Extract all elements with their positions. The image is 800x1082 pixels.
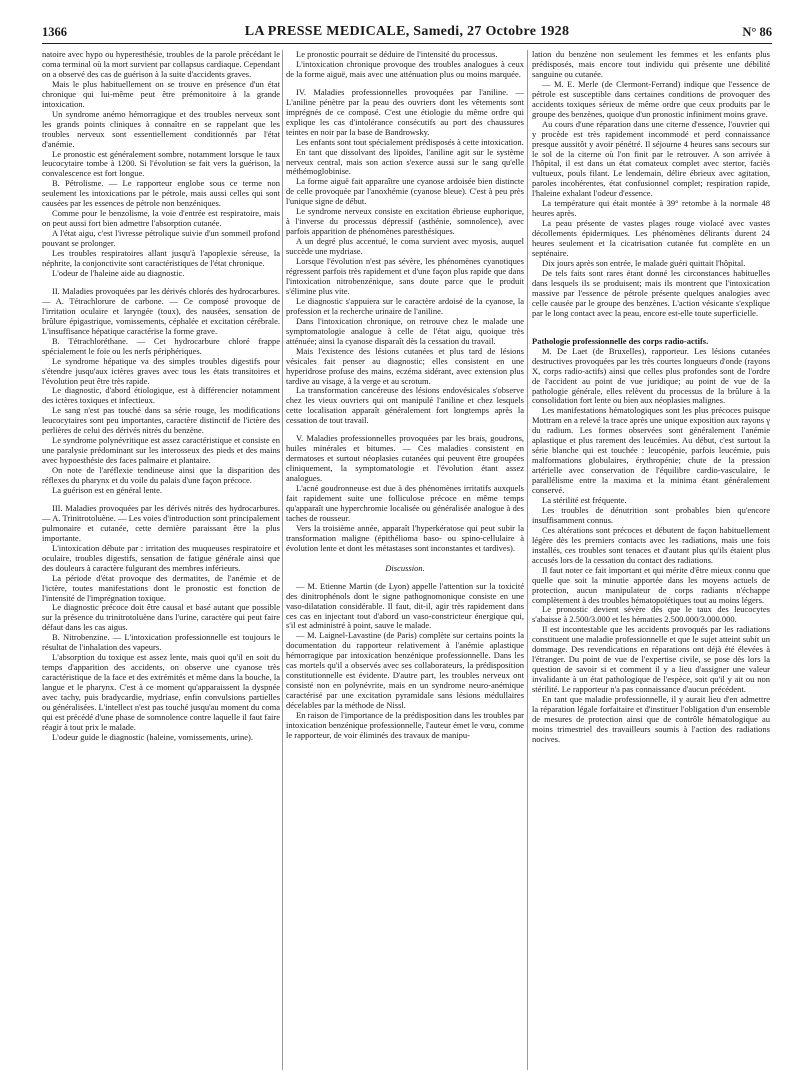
paragraph: Les enfants sont tout spécialement prédisposés à cette intoxication. (296, 136, 524, 147)
paragraph: Mais l'existence des lésions cutanées et plus tard de lésions vésicales fait penser au diagnostic; elles consistent en une hyperidrose profuse des mains, eczéma sidérant, avec extension plus tardive au visage, à la verge et au scrotum. (286, 345, 524, 386)
paragraph: Lorsque l'évolution n'est pas sévère, les phénomènes cyanotiques régressent parfois très rapidement et d'une façon plus rapide que dans l'intoxication nitrobenzénique, sans doute parce que le produit s'élimine plus vite. (286, 256, 524, 296)
paragraph: L'acné goudronneuse est due à des phénomènes irritatifs auxquels fait rapidement suite une folliculose précoce en même temps qu'apparaît une hyperchromie localisée ou généralisée analogue à des taches de rousseur. (286, 483, 524, 523)
paragraph: En tant que dissolvant des lipoïdes, l'aniline agit sur le système nerveux central, mais son action s'exerce aussi sur le sang qu'elle méthémoglobinise. (286, 146, 524, 177)
paragraph: — M. Laignel-Lavastine (de Paris) complète sur certains points la documentation du rapporteur relativement à l'anémie aplastique hémorragique par intoxication benzénique professionnelle. Dans les cas mortels qu'il a observés avec ses collaborateurs, la prédisposition constitutionnelle est évidente. D'autre part, les troubles nerveux ont consisté non en polynévrite, mais en un syndrome neuro-anémique caractérisé par une excitation pyramidale sans lésions médullaires décelables par la méthode de Nissl. (286, 630, 524, 711)
paragraph: L'odeur guide le diagnostic (haleine, vomissements, urine). (52, 731, 253, 742)
paragraph: En tant que maladie professionnelle, il y aurait lieu d'en admettre la réparation légale forfaitaire et d'instituer l'obligation d'un ensemble de mesures de protection ainsi que de contrôle hématologique au moins trimestriel des travailleurs soumis à l'action des radiations nocives. (532, 694, 770, 744)
paragraph: Les troubles respiratoires allant jusqu'à l'apoplexie séreuse, la néphrite, la conjonctivite sont caractéristiques de l'état chronique. (42, 248, 280, 269)
paragraph: Ces altérations sont précoces et débutent de façon habituellement légère dès les premiers contacts avec les radiations, mais une fois installés, ces troubles sont tenaces et d'autant plus qu'ils étaient plus accusés lors de la cessation du contact des radiations. (532, 524, 770, 565)
journal-title: LA PRESSE MEDICALE, Samedi, 27 Octobre 1928 (244, 24, 570, 39)
column-middle (286, 50, 524, 1070)
column-right (532, 50, 770, 1070)
paragraph: Mais le plus habituellement on se trouve en présence d'un état chronique qui lui-même peut être prémonitoire à la grande intoxication. (42, 78, 280, 109)
paragraph: Le diagnostic s'appuiera sur le caractère ardoisé de la cyanose, la profession et la recherche urinaire de l'aniline. (286, 295, 524, 316)
paragraph: La forme aiguë fait apparaître une cyanose ardoisée bien distincte de celle provoquée par l'anoxhémie (cyanose bleue). C'est à peu près l'unique signe de début. (286, 176, 524, 207)
paragraph: Les manifestations hématologiques sont les plus précoces puisque Mottram en a relevé la trace après une unique exposition aux rayons γ du radium. Les formes observées sont généralement l'anémie aplastique et plus rarement des leucémies. Au début, c'est surtout la série blanche qui est touchée : leucopénie, parfois leucémie, puis malformations globulaires, érythropénie; chute de la pression artérielle avec conservation de l'équilibre cardio-vasculaire, le parallélisme entre la maxima et la minima étant généralement conservé. (532, 405, 770, 496)
section-paragraph: IV. Maladies professionnelles provoquées par l'aniline. — L'aniline pénètre par la peau des ouvriers dont les vêtements sont imprégnés de ce composé. C'est une étiologie du même ordre qui explique les cas d'intolérance consécutifs au port des chaussures teintes en noir par la base de Bandrowsky. (286, 86, 524, 137)
discussion-heading: Discussion. (385, 562, 425, 573)
section-paragraph: III. Maladies provoquées par les dérivés nitrés des hydrocarbures. — A. Trinitrotoluène. — Les voies d'introduction sont principalement pulmonaire et cutanée, cette dernière paraissant être la plus importante. (42, 502, 280, 543)
paragraph: A l'état aigu, c'est l'ivresse pétrolique suivie d'un sommeil profond pouvant se prolonger. (42, 228, 280, 249)
paragraph: La période d'état provoque des dermatites, de l'anémie et de l'ictère, toutes manifestations dont le pronostic est fonction de l'intensité de l'imprégnation toxique. (42, 572, 280, 603)
paragraph: — M. E. Merle (de Clermont-Ferrand) indique que l'essence de pétrole est susceptible dans certaines conditions de provoquer des accidents toxiques sérieux de même ordre que ceux produits par le groupe des benzènes, quoique d'un pronostic infiniment moins grave. (532, 78, 770, 119)
page-number: 1366 (42, 25, 67, 39)
paragraph: B. Tétrachloréthane. — Cet hydrocarbure chloré frappe spécialement le foie ou les nerfs périphériques. (42, 335, 280, 356)
paragraph: La transformation cancéreuse des lésions endovésicales s'observe chez les vieux ouvriers qui ont manipulé l'aniline et chez lesquels cette localisation apparaît généralement fort longtemps après la cessation de tout travail. (286, 385, 524, 426)
paragraph: L'odeur de l'haleine aide au diagnostic. (52, 267, 185, 278)
paragraph: Dans l'intoxication chronique, on retrouve chez le malade une symptomatologie analogue à celle de l'état aigu, quoique très atténuée; ainsi la cyanose disparaît dès la cessation du travail. (286, 315, 524, 346)
paragraph: Vers la troisième année, apparaît l'hyperkératose qui peut subir la transformation maligne (épithélioma baso- ou spino-cellulaire à évolution lente et dont les métastases sont inconstantes et tardives). (286, 522, 524, 553)
paragraph: Il est incontestable que les accidents provoqués par les radiations constituent une maladie professionnelle et que le sujet atteint subit un dommage. Des revendications en réparations ont déjà été élevées à l'étranger. Du point de vue de l'expertise civile, se pose dès lors la question de savoir si et comment il y a lieu d'assigner une valeur invalidante à un état pathologique de l'espèce, soit qu'il y ait ou non stérilité. Le rapporteur n'a pas connaissance d'aucun précédent. (532, 624, 770, 695)
paragraph: En raison de l'importance de la prédisposition dans les troubles par intoxication benzénique professionnelle, l'auteur émet le vœu, comme le rapporteur, de voir éliminés des travaux de manipu- (286, 710, 524, 740)
issue-number: N° 86 (742, 25, 772, 39)
paragraph: Le pronostic devient sévère dès que le taux des leucocytes s'abaisse à 2.500/3.000 et les hématies 2.500.000/3.000.000. (532, 604, 770, 625)
paragraph: De tels faits sont rares étant donné les circonstances habituelles dans lesquels ils se produisent; mais ils montrent que l'intoxication massive par l'essence de pétrole présente quelques analogies avec celle causée par le groupe des benzènes. L'action vésicante s'explique par le long contact avec la peau, encore est-elle toute superficielle. (532, 267, 770, 318)
paragraph: Dix jours après son entrée, le malade guéri quittait l'hôpital. (542, 258, 746, 269)
paragraph: A un degré plus accentué, le coma survient avec myosis, auquel succède une mydriase. (286, 236, 524, 257)
paragraph: Il faut noter ce fait important et qui mérite d'être mieux connu que quelle que soit la minutie apportée dans les moyens actuels de protection, aucun manipulateur de corps radiants n'échappe complètement à des troubles hématopoïétiques tout au moins légers. (532, 564, 770, 605)
paragraph: L'absorption du toxique est assez lente, mais quoi qu'il en soit du temps d'apparition des accidents, on observe une cyanose très caractéristique de la face et des extrémités et même dans la bouche, la langue et le pharynx. C'est à ce moment qu'apparaissent la dyspnée avec tachy, puis bradycardie, mydriase, enfin convulsions partielles ou généralisées. L'intellect n'est pas touché jusqu'au moment du coma qui est précédé d'une phase de somnolence contre laquelle il faut faire réagir à tout prix le malade. (42, 652, 280, 732)
column-left (42, 50, 280, 1070)
paragraph: natoire avec hypo ou hyperesthésie, troubles de la parole précédant le coma terminal où la mort survient par collapsus cardiaque. Cependant on a observé des cas de guérison à la suite d'accidents graves. (42, 50, 280, 79)
column-divider (527, 50, 528, 1070)
paragraph: La température qui était montée à 39° retombe à la normale 48 heures après. (532, 198, 770, 219)
page-header (42, 25, 772, 44)
paragraph: B. Nitrobenzine. — L'intoxication professionnelle est toujours le résultat de l'inhalation des vapeurs. (42, 632, 280, 653)
paragraph: B. Pétrolisme. — Le rapporteur englobe sous ce terme non seulement les intoxications par le pétrole, mais aussi celles qui sont causées par les essences de pétrole non benzéniques. (42, 178, 280, 209)
paragraph: Un syndrome anémo hémorragique et des troubles nerveux sont les grands points cliniques à connaître en se rappelant que les troubles nerveux sont essentiellement conditionnés par l'état d'anémie. (42, 108, 280, 149)
paragraph: La peau présente de vastes plages rouge violacé avec vastes décollements épidermiques. Les phénomènes délirants durent 24 heures seulement et la cicatrisation cutanée fut complète en un septénaire. (532, 218, 770, 259)
section-paragraph: II. Maladies provoquées par les dérivés chlorés des hydrocarbures. — A. Tétrachlorure de carbone. — Ce composé provoque de l'irritation oculaire et laryngée (toux), des nausées, sensation de brûlure épigastrique, vomissements, céphalée et excitation cérébrale. L'insuffisance hépatique caractérise la forme grave. (42, 285, 280, 336)
paragraph: L'intoxication chronique provoque des troubles analogues à ceux de la forme aiguë, mais avec une atténuation plus ou moins marquée. (286, 58, 524, 79)
section-paragraph: V. Maladies professionnelles provoquées par les brais, goudrons, huiles minérales et bitumes. — Ces maladies consistent en dermatoses et surtout néoplasies cutanées qui peuvent être groupées cliniquement, la symptomatologie et l'évolution étant assez analogues. (286, 433, 524, 484)
paragraph: Le diagnostic précoce doit être causal et basé autant que possible sur la présence du trinitrotoluène dans l'urine, caractère qui peut faire défaut dans les cas aigus. (42, 602, 280, 633)
paragraph: Au cours d'une réparation dans une citerne d'essence, l'ouvrier qui y procède est très rapidement incommodé et perd connaissance presque aussitôt y avoir pénétré. Il séjourne 4 heures sans secours sur le sol de la citerne où l'on finit par le retrouver. A son arrivée à l'hôpital, il est dans un état comateux complet avec stertor, faciès vultueux, pouls filant. Le lendemain, délire ébrieux avec agitation, paroles incohérentes, état confusionnel complet; respiration rapide, l'haleine exhalant l'odeur d'essence. (532, 118, 770, 199)
paragraph: On note de l'aréflexie tendineuse ainsi que la disparition des réflexes du pharynx et du voile du palais d'une façon précoce. (42, 465, 280, 486)
paragraph: Le sang n'est pas touché dans sa série rouge, les modifications leucocytaires sont peu importantes, caractère distinctif de l'ictère des perlières de celui des dérivés nitrés du benzène. (42, 405, 280, 436)
column-divider (282, 50, 283, 1070)
paragraph: M. De Laet (de Bruxelles), rapporteur. Les lésions cutanées destructives provoquées par les très courtes longueurs d'onde (rayons X, corps radio-actifs) ainsi que celles plus profondes sont de l'ordre de l'accident au point de vue juridique; au point de vue de la pathologie générale, elles relèvent du processus de la brûlure à la consolidation fort lente ou bien aux néoplasies malignes. (532, 345, 770, 406)
paragraph: L'intoxication débute par : irritation des muqueuses respiratoire et oculaire, troubles digestifs, sensation de fatigue générale ainsi que des douleurs à caractère fulgurant des membres inférieurs. (42, 542, 280, 573)
paragraph: Les troubles de dénutrition sont probables bien qu'encore insuffisamment connus. (532, 504, 770, 525)
section-heading: Pathologie professionnelle des corps radio-actifs. (532, 335, 709, 346)
paragraph: La guérison est en général lente. (52, 484, 162, 495)
paragraph: lation du benzène non seulement les femmes et les enfants plus prédisposés, mais encore tout individu qui présente une débilité sanguine ou cutanée. (532, 50, 770, 79)
paragraph: Le syndrome nerveux consiste en excitation ébrieuse euphorique, à l'inverse du processus dépressif (asthénie, somnolence), avec parfois apparition de phénomènes paresthésiques. (286, 206, 524, 237)
paragraph: — M. Etienne Martin (de Lyon) appelle l'attention sur la toxicité des dinitrophénols dont le signe pathognomonique consiste en une vaso-dilatation considérable. Il faut, dit-il, agir très rapidement dans ces cas en injectant tout d'abord un vaso-constricteur énergique qui, s'il est administré à point, sauve le malade. (286, 580, 524, 631)
paragraph: Le syndrome polynévritique est assez caractéristique et consiste en une paralysie prédominant sur les interosseux des pieds et des mains avec hypoesthésie des faces palmaire et plantaire. (42, 435, 280, 466)
paragraph: La stérilité est fréquente. (542, 494, 627, 505)
paragraph: Le pronostic pourrait se déduire de l'intensité du processus. (296, 50, 498, 59)
paragraph: Le pronostic est généralement sombre, notamment lorsque le taux leucocytaire tombe à 1200. Si l'évolution se fait vers la guérison, la convalescence est fort longue. (42, 148, 280, 179)
paragraph: Le diagnostic, d'abord étiologique, est à différencier notamment des ictères toxiques et infectieux. (42, 385, 280, 406)
paragraph: Comme pour le benzolisme, la voie d'entrée est respiratoire, mais on peut aussi fort bien admettre l'absorption cutanée. (42, 208, 280, 229)
paragraph: Le syndrome hépatique va des simples troubles digestifs pour s'étendre jusqu'aux ictères graves avec tous les états transitoires et l'évolution peut être très rapide. (42, 355, 280, 386)
